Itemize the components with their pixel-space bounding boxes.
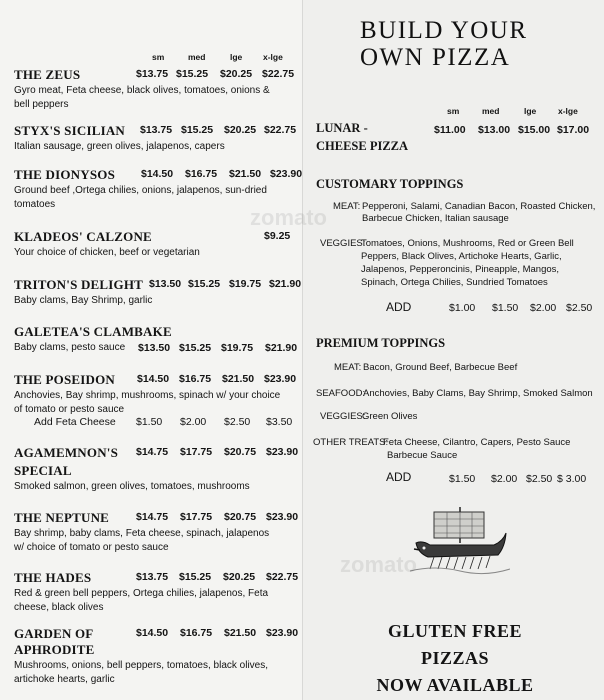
- price-xlge: $23.90: [266, 446, 299, 458]
- customary-veggies-line1: Tomatoes, Onions, Mushrooms, Red or Green Bell: [361, 238, 574, 249]
- premium-add-label: ADD: [386, 470, 412, 484]
- menu-item-tritons-delight: [14, 277, 302, 308]
- premium-seafood: Anchovies, Baby Clams, Bay Shrimp, Smoked Salmon: [363, 388, 593, 399]
- item-description: Your choice of chicken, beef or vegetarian: [14, 247, 200, 258]
- item-name: STYX'S SICILIAN: [14, 123, 126, 138]
- premium-toppings-heading: PREMIUM TOPPINGS: [316, 336, 446, 350]
- watermark-bottom: zomato: [340, 552, 417, 577]
- customary-toppings-heading: CUSTOMARY TOPPINGS: [316, 177, 464, 191]
- premium-other-line2: Barbecue Sauce: [387, 450, 458, 461]
- customary-meat-label: MEAT:: [333, 201, 361, 212]
- price-sm: $14.75: [136, 511, 169, 523]
- premium-add-xlge: $ 3.00: [557, 473, 587, 485]
- premium-other-label: OTHER TREATS:: [313, 437, 389, 448]
- item-name: THE NEPTUNE: [14, 510, 110, 525]
- customary-veggies-label: VEGGIES:: [320, 238, 366, 249]
- gluten-line1: GLUTEN FREE: [387, 621, 523, 641]
- customary-veggies-line3: Jalapenos, Pepperoncinis, Pineapple, Mangos,: [361, 264, 560, 275]
- price-med: $15.25: [176, 68, 209, 80]
- customary-veggies-line4: Spinach, Ortega Chilies, Sundried Tomatoes: [361, 277, 548, 288]
- customary-veggies-line2: Peppers, Black Olives, Artichoke Hearts, Garlic,: [361, 251, 562, 262]
- item-description: Smoked salmon, green olives, tomatoes, mushrooms: [14, 481, 250, 492]
- price-lge: $21.50: [224, 627, 257, 639]
- item-description: Anchovies, Bay shrimp, mushrooms, spinach w/ your choice of tomato or pesto sauce: [14, 390, 281, 415]
- price-sm: $13.75: [136, 571, 169, 583]
- customary-add-lge: $2.00: [530, 302, 557, 314]
- price-lge: $20.75: [224, 511, 257, 523]
- price-lge: $20.25: [220, 68, 253, 80]
- price-sm: $14.75: [136, 446, 169, 458]
- premium-meat-label: MEAT:: [334, 362, 362, 373]
- item-description: Italian sausage, green olives, jalapenos, capers: [14, 141, 225, 152]
- price-xlge: $21.90: [269, 278, 302, 290]
- price-sm: $13.75: [136, 68, 169, 80]
- customary-add-label: ADD: [386, 300, 412, 314]
- price-med: $17.75: [180, 446, 213, 458]
- menu-item-zeus: [14, 67, 296, 111]
- lunar-name-line1: LUNAR -: [316, 121, 368, 135]
- item-name: GALETEA'S CLAMBAKE: [14, 324, 172, 339]
- price-sm: $14.50: [137, 373, 170, 385]
- feta-price-lge: $2.50: [224, 416, 251, 428]
- menu-item-garden-of-aphrodite: [14, 626, 299, 686]
- price-med: $15.25: [181, 124, 214, 136]
- price-lge: $21.50: [229, 168, 262, 180]
- item-description: Gyro meat, Feta cheese, black olives, tomatoes, onions & bell peppers: [14, 85, 270, 110]
- price-xlge: $23.90: [270, 168, 303, 180]
- price-xlge: $17.00: [557, 124, 590, 136]
- size-sm-label: sm: [152, 52, 165, 62]
- price-xlge: $23.90: [266, 511, 299, 523]
- price-single: $9.25: [264, 230, 291, 242]
- price-lge: $20.25: [223, 571, 256, 583]
- price-sm: $13.50: [138, 342, 171, 354]
- price-xlge: $21.90: [265, 342, 298, 354]
- item-name-line2: SPECIAL: [14, 463, 72, 478]
- item-name: KLADEOS' CALZONE: [14, 229, 152, 244]
- premium-veggies: Green Olives: [362, 411, 418, 422]
- lunar-name-line2: CHEESE PIZZA: [316, 139, 409, 153]
- size-header-right: [302, 106, 604, 118]
- menu-item-kladeos-calzone: [14, 229, 296, 260]
- item-description: Red & green bell peppers, Ortega chilies, jalapenos, Feta cheese, black olives: [14, 588, 269, 613]
- item-description: Baby clams, Bay Shrimp, garlic: [14, 295, 153, 306]
- item-description: Ground beef ,Ortega chilies, onions, jalapenos, sun-dried tomatoes: [14, 185, 267, 210]
- premium-add-lge: $2.50: [526, 473, 553, 485]
- premium-seafood-label: SEAFOOD:: [316, 388, 366, 399]
- customary-meat-line1: Pepperoni, Salami, Canadian Bacon, Roasted Chicken,: [362, 201, 596, 212]
- size-lge-label: lge: [230, 52, 243, 62]
- gluten-line3: NOW AVAILABLE: [376, 675, 534, 695]
- price-sm: $14.50: [136, 627, 169, 639]
- feta-price-sm: $1.50: [136, 416, 163, 428]
- customary-add-sm: $1.00: [449, 302, 476, 314]
- title-line2: OWN PIZZA: [360, 44, 511, 71]
- customary-add-med: $1.50: [492, 302, 519, 314]
- item-name: THE HADES: [14, 570, 92, 585]
- premium-meat: Bacon, Ground Beef, Barbecue Beef: [363, 362, 518, 373]
- price-lge: $19.75: [221, 342, 254, 354]
- menu-item-styx-sicilian: [14, 123, 296, 154]
- size-header-left: [0, 52, 302, 64]
- item-name: THE ZEUS: [14, 67, 81, 82]
- price-med: $15.25: [179, 571, 212, 583]
- title-line1: BUILD YOUR: [360, 17, 528, 44]
- size-xlge-label: x-lge: [558, 106, 578, 116]
- premium-veggies-label: VEGGIES:: [320, 411, 366, 422]
- price-lge: $20.75: [224, 446, 257, 458]
- price-sm: $14.50: [141, 168, 174, 180]
- gluten-line2: PIZZAS: [420, 648, 490, 668]
- price-med: $13.00: [478, 124, 511, 136]
- item-name: TRITON'S DELIGHT: [14, 277, 144, 292]
- add-feta-row: [14, 416, 296, 430]
- size-med-label: med: [482, 106, 500, 116]
- price-xlge: $23.90: [266, 627, 299, 639]
- price-med: $16.75: [180, 627, 213, 639]
- price-xlge: $22.75: [262, 68, 295, 80]
- feta-price-xlge: $3.50: [266, 416, 293, 428]
- price-xlge: $22.75: [266, 571, 299, 583]
- price-med: $16.75: [185, 168, 218, 180]
- menu-item-galeteas-clambake: [14, 324, 296, 355]
- customary-add-xlge: $2.50: [566, 302, 593, 314]
- page-title: [360, 17, 560, 71]
- price-lge: $20.25: [224, 124, 257, 136]
- item-description: Bay shrimp, baby clams, Feta cheese, spinach, jalapenos w/ choice of tomato or pesto sauce: [14, 528, 270, 553]
- price-med: $15.25: [188, 278, 221, 290]
- price-sm: $13.50: [149, 278, 182, 290]
- watermark-top: zomato: [250, 205, 327, 230]
- price-xlge: $23.90: [264, 373, 297, 385]
- item-name-line2: APHRODITE: [14, 642, 95, 657]
- item-name: THE POSEIDON: [14, 372, 116, 387]
- customary-meat-line2: Barbecue Chicken, Italian sausage: [362, 213, 509, 224]
- price-xlge: $22.75: [264, 124, 297, 136]
- item-description: Mushrooms, onions, bell peppers, tomatoes, black olives, artichoke hearts, garlic: [14, 660, 269, 685]
- menu-item-poseidon: [14, 372, 296, 430]
- item-name-line1: GARDEN OF: [14, 626, 94, 641]
- item-name-line1: AGAMEMNON'S: [14, 445, 119, 460]
- price-med: $16.75: [179, 373, 212, 385]
- premium-add-sm: $1.50: [449, 473, 476, 485]
- size-xlge-label: x-lge: [263, 52, 283, 62]
- price-med: $15.25: [179, 342, 212, 354]
- price-med: $17.75: [180, 511, 213, 523]
- price-lge: $19.75: [229, 278, 262, 290]
- menu-item-agamemnons-special: [14, 445, 299, 494]
- size-med-label: med: [188, 52, 206, 62]
- greek-ship-illustration: [410, 503, 510, 583]
- price-lge: $21.50: [222, 373, 255, 385]
- price-sm: $11.00: [434, 124, 466, 136]
- menu-item-hades: [14, 570, 299, 614]
- price-lge: $15.00: [518, 124, 551, 136]
- size-lge-label: lge: [524, 106, 537, 116]
- premium-other-line1: Feta Cheese, Cilantro, Capers, Pesto Sauce: [383, 437, 571, 448]
- add-feta-label: Add Feta Cheese: [34, 416, 116, 428]
- size-sm-label: sm: [447, 106, 460, 116]
- item-description: Baby clams, pesto sauce: [14, 342, 126, 353]
- gluten-free-notice: [355, 618, 555, 699]
- feta-price-med: $2.00: [180, 416, 207, 428]
- menu-item-neptune: [14, 510, 299, 554]
- price-sm: $13.75: [140, 124, 173, 136]
- premium-add-med: $2.00: [491, 473, 518, 485]
- item-name: THE DIONYSOS: [14, 167, 116, 182]
